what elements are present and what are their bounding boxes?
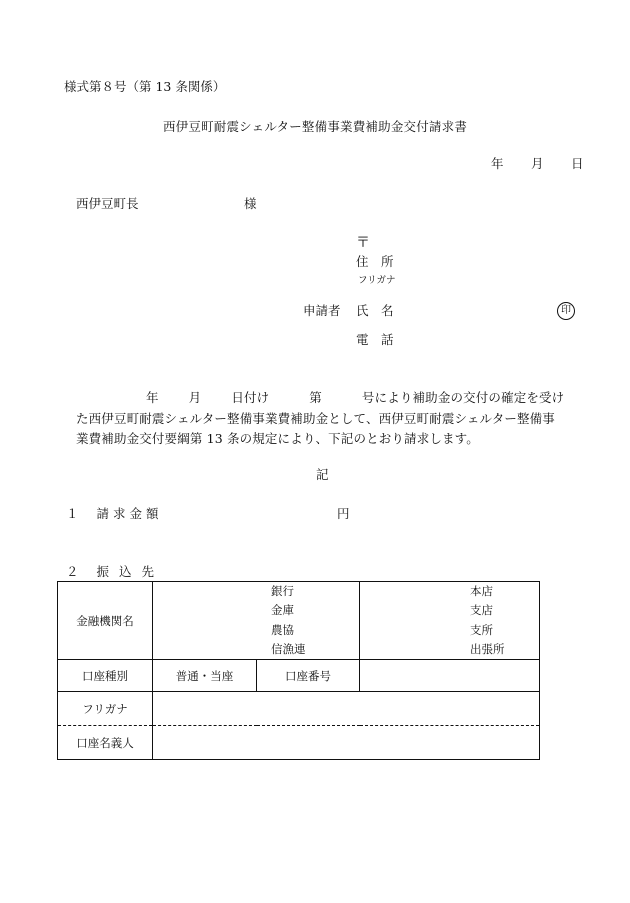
body-line-3: 業費補助金交付要綱第 13 条の規定により、下記のとおり請求します。 (76, 431, 479, 446)
seal-mark: 印 (557, 302, 575, 320)
yen-unit: 円 (337, 506, 350, 521)
account-holder-field[interactable] (153, 726, 540, 760)
account-holder-row (58, 726, 540, 760)
postal-mark: 〒 (356, 235, 370, 251)
branch-type-shisho: 支所 (470, 622, 493, 637)
bank-account-table (57, 581, 540, 760)
item-transfer-destination (66, 566, 164, 579)
institution-type-shingyoren: 信漁連 (271, 641, 306, 656)
form-number: 様式第８号（第 13 条関係） (64, 79, 226, 94)
addressee: 西伊豆町長 (76, 196, 139, 211)
phone-label: 電 話 (356, 332, 394, 347)
body-line-1 (76, 388, 588, 409)
item2-label: 振込先 (96, 564, 165, 579)
furigana-row (58, 692, 540, 726)
body-dai: 第 (309, 390, 322, 405)
date-month: 月 (531, 156, 544, 171)
account-furigana-field[interactable] (153, 692, 540, 726)
request-body-text (76, 388, 588, 450)
name-label: 氏 名 (356, 303, 394, 318)
account-furigana-label: フリガナ (58, 692, 153, 726)
account-number-field[interactable] (360, 660, 540, 692)
account-holder-label: 口座名義人 (58, 726, 153, 760)
body-line1-rest: 号により補助金の交付の確定を受け (361, 390, 565, 405)
furigana-label: フリガナ (358, 275, 396, 286)
date-day: 日 (571, 156, 584, 171)
institution-row (58, 582, 540, 660)
account-type-options[interactable]: 普通・当座 (153, 660, 257, 692)
institution-type-list (153, 582, 359, 659)
account-type-label: 口座種別 (58, 660, 153, 692)
item-request-amount (66, 508, 163, 521)
body-year: 年 (146, 390, 159, 405)
branch-type-shiten: 支店 (470, 603, 493, 618)
ki-heading: 記 (316, 467, 329, 482)
institution-type-nokyo: 農協 (271, 622, 294, 637)
branch-type-honten: 本店 (470, 584, 493, 599)
address-label: 住 所 (356, 254, 394, 269)
item1-number: １ (66, 506, 79, 521)
item1-label: 請求金額 (96, 506, 163, 521)
branch-type-list (360, 582, 539, 659)
addressee-suffix: 様 (244, 196, 257, 211)
institution-type-bank: 銀行 (271, 584, 294, 599)
branch-name-field[interactable] (360, 582, 540, 660)
body-line-2: た西伊豆町耐震シェルター整備事業費補助金として、西伊豆町耐震シェルター整備事 (76, 410, 555, 426)
body-date-suffix: 日付け (231, 390, 270, 405)
body-month: 月 (188, 390, 202, 405)
account-type-row (58, 660, 540, 692)
institution-name-field[interactable] (153, 582, 360, 660)
date-year: 年 (491, 156, 504, 171)
branch-type-shutchojo: 出張所 (470, 641, 505, 656)
item2-number: ２ (66, 564, 79, 579)
institution-type-kinko: 金庫 (271, 603, 294, 618)
document-title: 西伊豆町耐震シェルター整備事業費補助金交付請求書 (162, 119, 468, 134)
account-number-label: 口座番号 (257, 660, 360, 692)
institution-label: 金融機関名 (58, 582, 153, 660)
applicant-label: 申請者 (303, 303, 341, 318)
